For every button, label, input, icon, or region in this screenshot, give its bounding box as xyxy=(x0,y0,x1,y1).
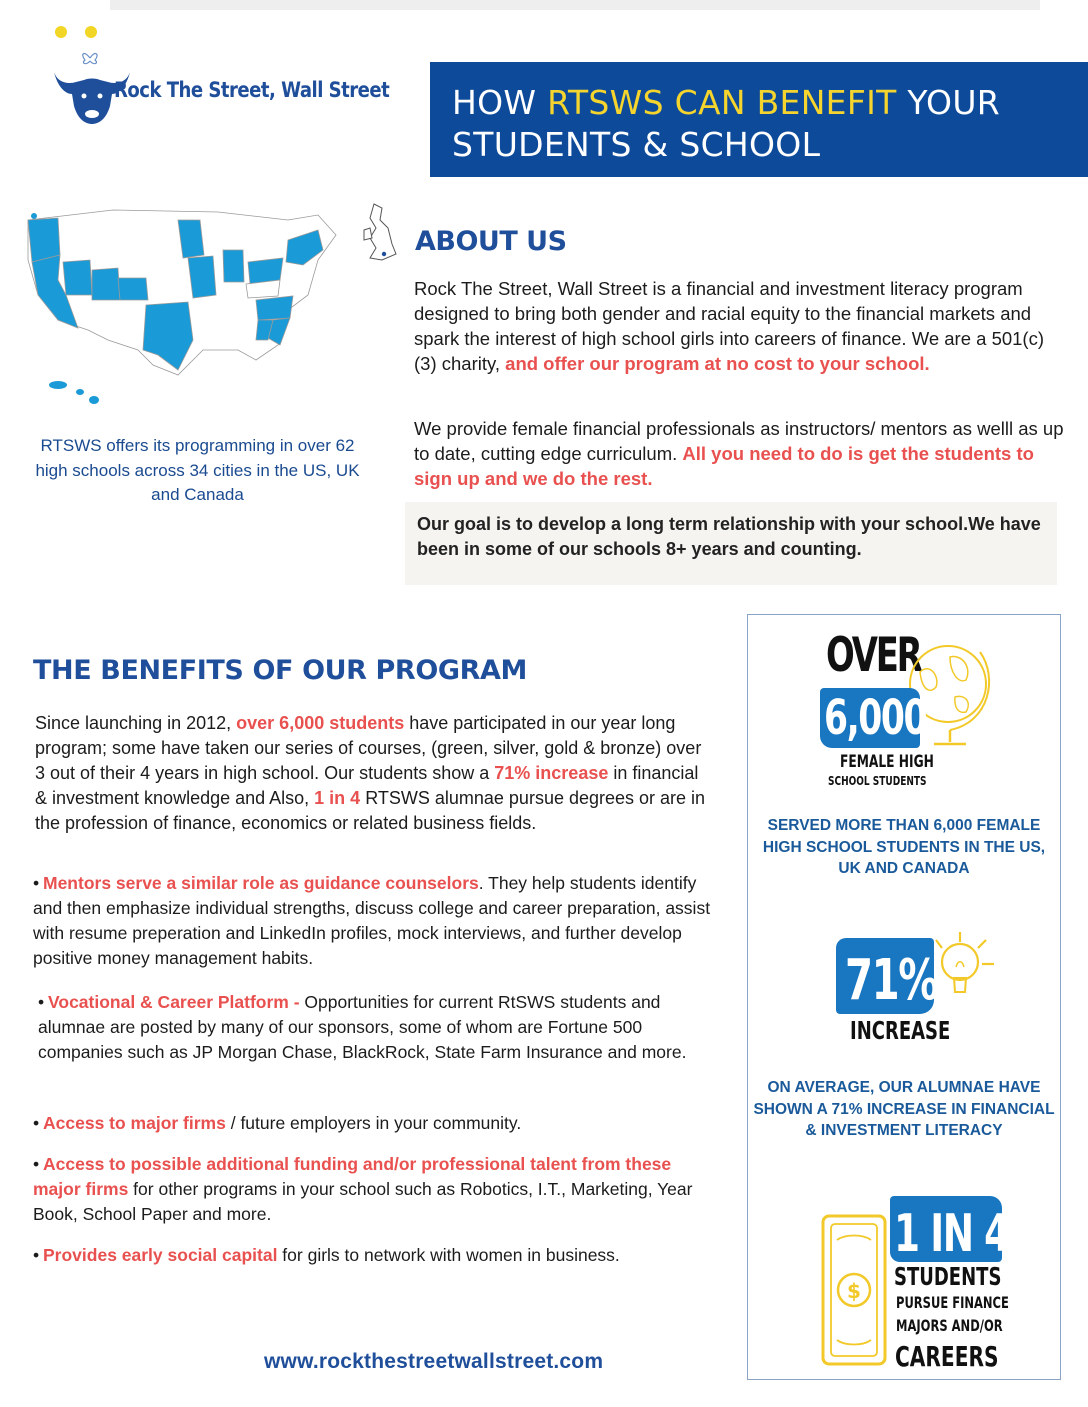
goal-box: Our goal is to develop a long term relationship with your school.We have been in some of our schools 8+ years and counting. xyxy=(405,502,1057,585)
uk-map-icon xyxy=(360,202,400,264)
stat-over-label: OVER xyxy=(826,628,921,683)
stat-sub-students: STUDENTS xyxy=(894,1262,1002,1291)
money-bill-icon xyxy=(815,1210,893,1370)
stat-sub-female-high: FEMALE HIGH xyxy=(840,752,934,772)
about-paragraph-1: Rock The Street, Wall Street is a financial and investment literacy program designed to bring both gender and racial equity to the financial markets and spark the interest of high school girls into careers of finance. We are a 501(c)(3) charity, and offer our program at no cost to your school. xyxy=(414,278,1045,374)
about-title: ABOUT US xyxy=(415,226,567,257)
benefit-bullet-major-firms: • Access to major firms / future employers in your community. xyxy=(33,1113,522,1133)
stat-sub-pursue-finance: PURSUE FINANCE xyxy=(896,1293,1009,1312)
logo-wordmark: Rock The Street, Wall Street xyxy=(114,78,390,102)
svg-text:$: $ xyxy=(847,1279,861,1303)
lightbulb-icon xyxy=(930,912,1000,1012)
header-line-1: HOW RTSWS CAN BENEFIT YOUR xyxy=(452,83,1001,122)
benefit-bullet-mentors: • Mentors serve a similar role as guidance counselors. They help students identify and then emphasize individual strengths, discuss college and career preparation, assist with resume preperation and LinkedIn profiles, mock interviews, and further develop positive money management habits. xyxy=(33,873,711,968)
about-paragraph-2: We provide female financial professionals as instructors/ mentors as welll as up to date, cutting edge curriculum. All you need to do is get the students to sign up and we do the rest. xyxy=(414,418,1064,489)
stat-number-6000: 6,000 xyxy=(824,690,927,746)
map-caption: RTSWS offers its programming in over 62 high schools across 34 cities in the US, UK and Canada xyxy=(35,436,360,504)
benefit-bullet-funding: • Access to possible additional funding and/or professional talent from these major firms for other programs in your school such as Robotics, I.T., Marketing, Year Book, School Paper and more. xyxy=(33,1154,693,1224)
stat-sub-school-students: SCHOOL STUDENTS xyxy=(828,773,927,788)
stat-number-1in4: 1 IN 4 xyxy=(894,1204,1009,1264)
benefits-intro: Since launching in 2012, over 6,000 students have participated in our year long program; some have taken our series of courses, (green, silver, gold & bronze) over 3 out of their 4 years in high school. Our students show a 71% increase in financial & investment knowledge and Also, 1 in 4 RTSWS alumnae pursue degrees or are in the profession of finance, economics or related business fields. xyxy=(35,713,706,833)
stat-caption-71: ON AVERAGE, OUR ALUMNAE HAVE SHOWN A 71% INCREASE IN FINANCIAL & INVESTMENT LITERACY xyxy=(753,1079,1055,1139)
stat-sub-increase: INCREASE xyxy=(850,1016,951,1045)
website-link[interactable]: www.rockthestreetwallstreet.com xyxy=(264,1350,604,1373)
benefit-bullet-social-capital: • Provides early social capital for girls to network with women in business. xyxy=(33,1245,620,1265)
stat-sub-careers: CAREERS xyxy=(895,1340,999,1373)
top-decorative-stripe xyxy=(110,0,1040,10)
benefits-title: THE BENEFITS OF OUR PROGRAM xyxy=(33,655,527,686)
stat-number-71: 71% xyxy=(845,948,938,1013)
page-header xyxy=(430,62,1088,177)
stat-caption-6000: SERVED MORE THAN 6,000 FEMALE HIGH SCHOOL STUDENTS IN THE US, UK AND CANADA xyxy=(762,817,1046,877)
us-map-icon xyxy=(18,200,363,415)
benefit-bullet-career-platform: • Vocational & Career Platform - Opportunities for current RtSWS students and alumnae are posted by many of our sponsors, some of whom are Fortune 500 companies such as JP Morgan Chase, BlackRock, State Farm Insurance and more. xyxy=(38,992,687,1062)
stat-sub-majors: MAJORS AND/OR xyxy=(896,1316,1003,1335)
header-line-2: STUDENTS & SCHOOL xyxy=(452,125,821,164)
